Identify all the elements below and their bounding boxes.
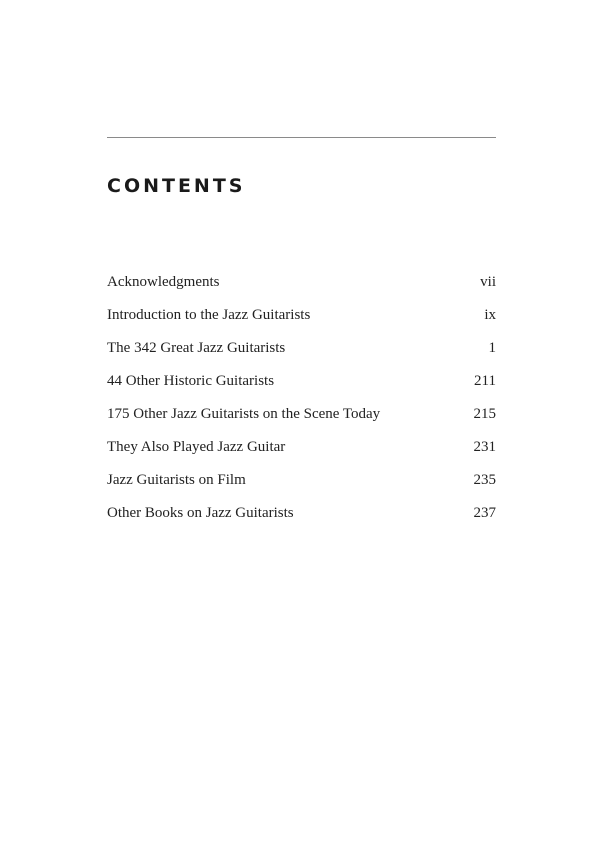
toc-entry-page: vii [480, 274, 496, 290]
toc-entry-acknowledgments [107, 268, 496, 301]
toc-entry-historic-guitarists [107, 367, 496, 400]
toc-entry-page: 211 [474, 373, 496, 389]
toc-entry-also-played [107, 433, 496, 466]
toc-entry-page: 231 [473, 439, 496, 455]
toc-entry-title: They Also Played Jazz Guitar [107, 439, 286, 455]
top-rule [107, 137, 496, 138]
toc-entry-other-books [107, 499, 496, 532]
toc-entry-title: 175 Other Jazz Guitarists on the Scene Today [107, 406, 381, 422]
toc-entry-page: 237 [473, 505, 496, 521]
toc-entry-page: 1 [488, 340, 496, 356]
toc-entry-page: 235 [473, 472, 496, 488]
toc-entry-great-guitarists [107, 334, 496, 367]
toc-entry-title: 44 Other Historic Guitarists [107, 373, 275, 389]
toc-entry-title: Introduction to the Jazz Guitarists [107, 307, 311, 323]
table-of-contents [107, 268, 496, 532]
toc-entry-scene-today [107, 400, 496, 433]
toc-entry-page: 215 [473, 406, 496, 422]
toc-entry-title: Other Books on Jazz Guitarists [107, 505, 294, 521]
toc-entry-page: ix [484, 307, 496, 323]
toc-entry-introduction [107, 301, 496, 334]
toc-entry-on-film [107, 466, 496, 499]
toc-entry-title: Acknowledgments [107, 274, 220, 290]
contents-heading: CONTENTS [107, 175, 246, 197]
toc-entry-title: The 342 Great Jazz Guitarists [107, 340, 286, 356]
toc-entry-title: Jazz Guitarists on Film [107, 472, 246, 488]
